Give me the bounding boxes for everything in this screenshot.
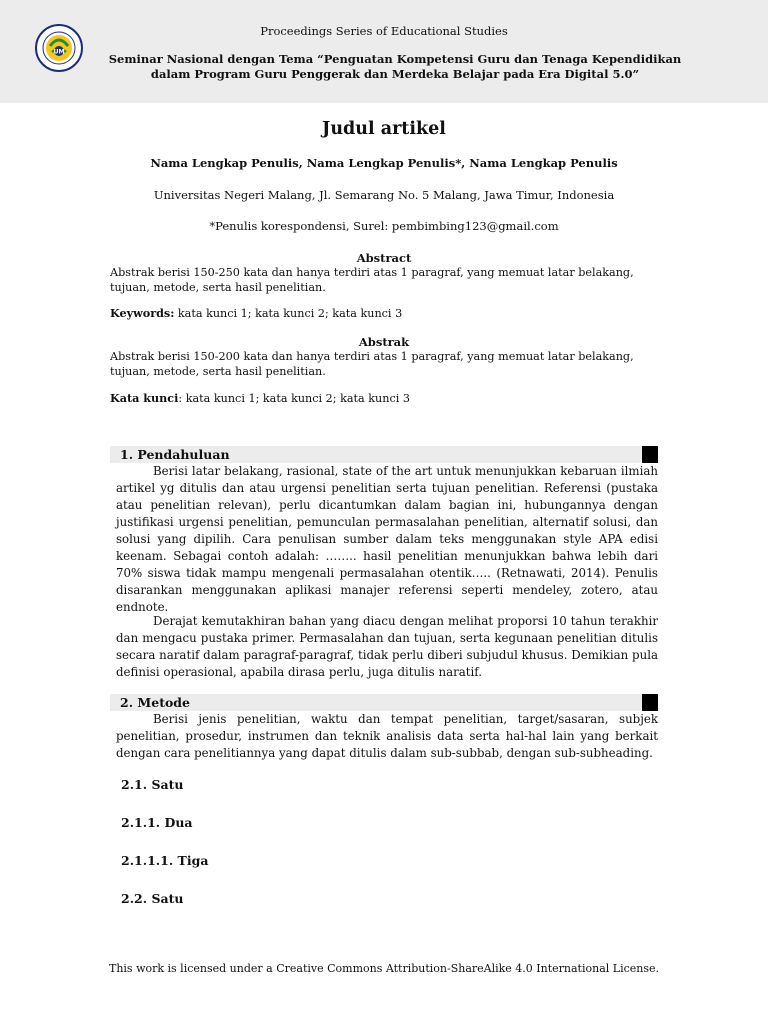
subheading-2-1: 2.1. Satu: [121, 777, 184, 792]
abstrak-heading: Abstrak: [358, 335, 410, 349]
keywords-label: Keywords:: [110, 306, 175, 320]
kata-kunci-values: : kata kunci 1; kata kunci 2; kata kunci 3: [178, 392, 410, 405]
section-heading-pendahuluan: [110, 446, 658, 463]
keywords-values: kata kunci 1; kata kunci 2; kata kunci 3: [174, 307, 403, 320]
journal-header: [0, 0, 768, 103]
author-list: Nama Lengkap Penulis, Nama Lengkap Penulis*, Nama Lengkap Penulis: [150, 156, 618, 170]
subheading-2-1-1-1: 2.1.1.1. Tiga: [121, 853, 209, 868]
section-title: 1. Pendahuluan: [120, 447, 230, 462]
kata-kunci-line: [110, 391, 658, 405]
seminar-theme: [100, 52, 690, 82]
subheading-2-1-1: 2.1.1. Dua: [121, 815, 193, 830]
intro-paragraph-1: Berisi latar belakang, rasional, state of the art untuk menunjukkan kebaruan ilmiah artikel yg ditulis dan atau urgensi penelitian serta tujuan penelitian. Referensi (pustaka atau penelitian relevan), perlu dicantumkan dalam bagian ini, hubungannya dengan justifikasi urgensi penelitian, pemunculan permasalahan penelitian, alternatif solusi, dan solusi yang dipilih. Cara penulisan sumber dalam teks menggunakan style APA edisi keenam. Sebagai contoh adalah: …….. hasil penelitian menunjukkan bahwa lebih dari 70% siswa tidak mampu mengenali permasalahan otentik….. (Retnawati, 2014). Penulis disarankan menggunakan aplikasi manajer referensi seperti mendeley, zotero, atau endnote.: [116, 464, 658, 614]
black-square-marker: [642, 694, 658, 711]
svg-text:UM: UM: [53, 48, 65, 56]
affiliation: Universitas Negeri Malang, Jl. Semarang No. 5 Malang, Jawa Timur, Indonesia: [153, 188, 615, 202]
abstract-text: Abstrak berisi 150-250 kata dan hanya terdiri atas 1 paragraf, yang memuat latar belakang, tujuan, metode, serta hasil penelitian.: [110, 266, 634, 294]
abstract-heading: Abstract: [356, 251, 412, 265]
subheading-2-2: 2.2. Satu: [121, 891, 184, 906]
intro-paragraph-2: Derajat kemutakhiran bahan yang diacu dengan melihat proporsi 10 tahun terakhir dan mengacu pustaka primer. Permasalahan dan tujuan, serta kegunaan penelitian ditulis secara naratif dalam paragraf-paragraf, tidak perlu diberi subjudul khusus. Demikian pula definisi operasional, apabila dirasa perlu, juga ditulis naratif.: [116, 614, 658, 679]
kata-kunci-label: Kata kunci: [110, 391, 179, 405]
abstrak-text: Abstrak berisi 150-200 kata dan hanya terdiri atas 1 paragraf, yang memuat latar belakang, tujuan, metode, serta hasil penelitian.: [110, 350, 634, 378]
seminar-line-2: dalam Program Guru Penggerak dan Merdeka Belajar pada Era Digital 5.0”: [150, 67, 640, 81]
corresponding-author: *Penulis korespondensi, Surel: pembimbing123@gmail.com: [209, 219, 559, 233]
method-paragraph: Berisi jenis penelitian, waktu dan tempat penelitian, target/sasaran, subjek penelitian, prosedur, instrumen dan teknik analisis data serta hal-hal lain yang berkait dengan cara penelitiannya yang dapat ditulis dalam sub-subbab, dengan sub-subheading.: [116, 712, 658, 760]
black-square-marker: [642, 446, 658, 463]
section-heading-metode: [110, 694, 658, 711]
seminar-line-1: Seminar Nasional dengan Tema “Penguatan Kompetensi Guru dan Tenaga Kependidikan: [108, 52, 682, 66]
series-title: Proceedings Series of Educational Studies: [260, 24, 508, 38]
article-title: Judul artikel: [322, 119, 446, 139]
section-title: 2. Metode: [120, 695, 190, 710]
keywords-line: [110, 306, 658, 320]
license-footer: This work is licensed under a Creative Commons Attribution-ShareAlike 4.0 International License.: [108, 962, 660, 975]
